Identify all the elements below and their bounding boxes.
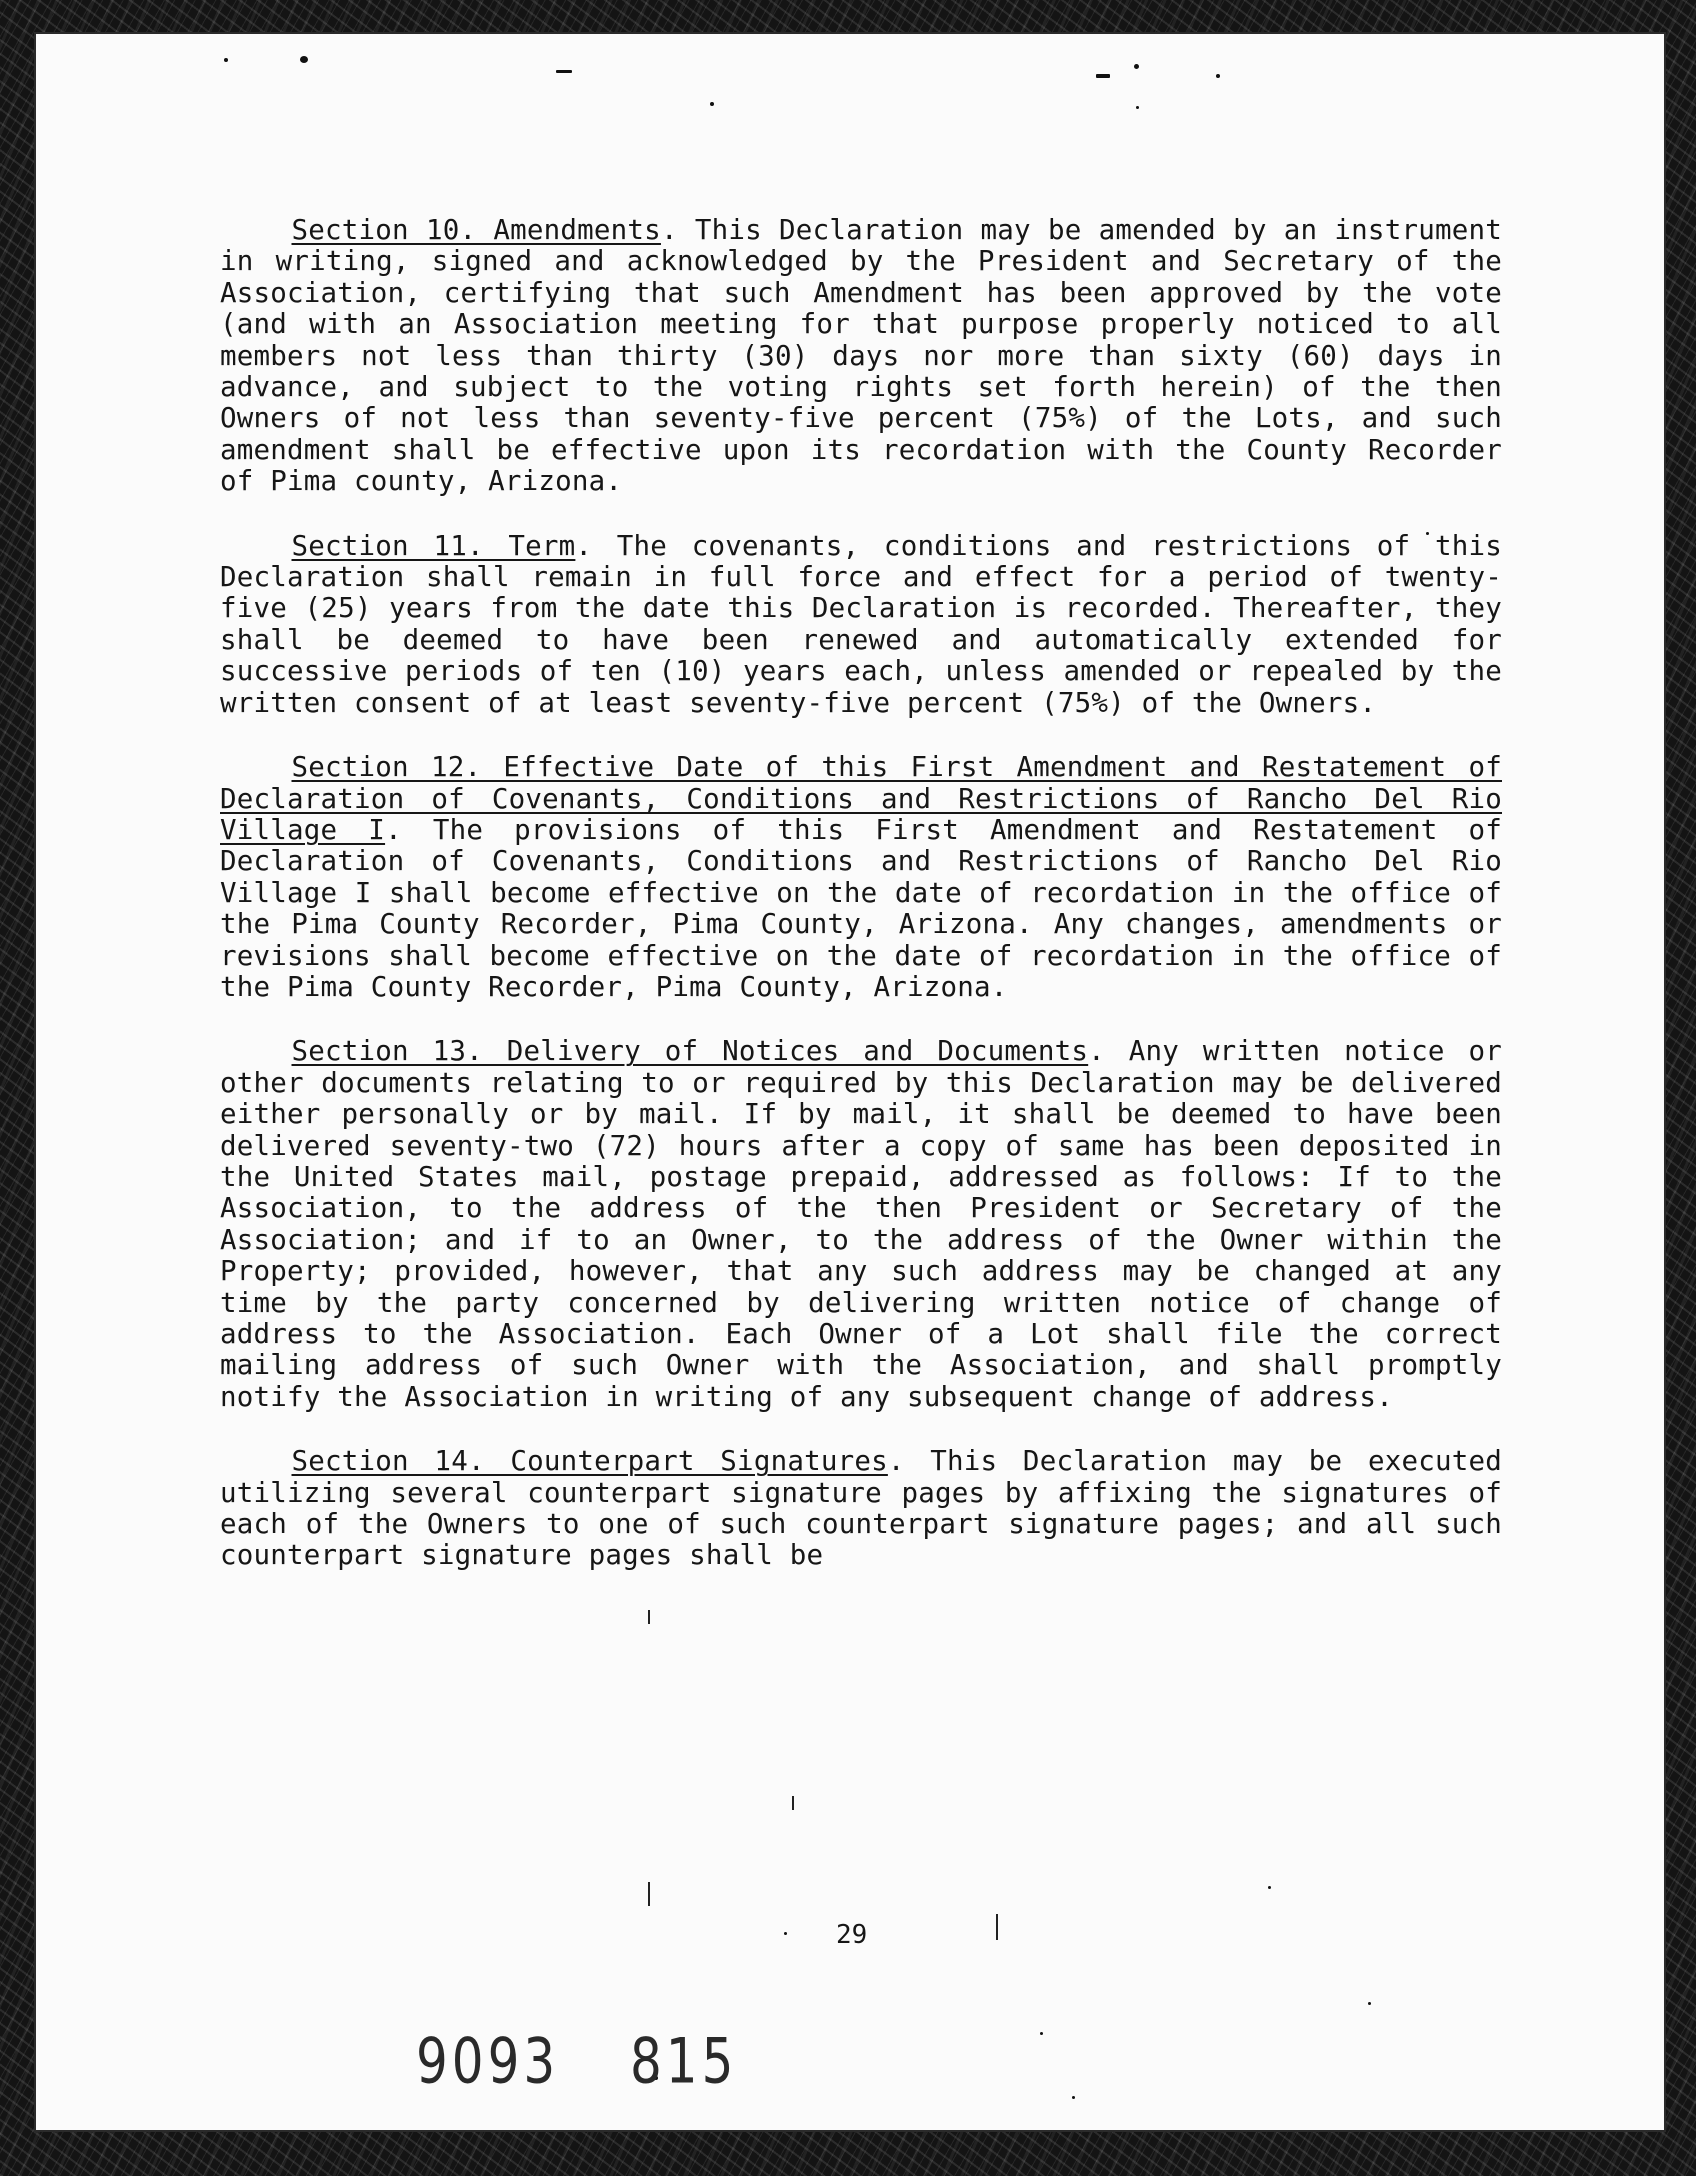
scan-mark — [792, 1796, 794, 1810]
scan-speck — [1136, 106, 1139, 109]
section-paragraph — [220, 215, 1502, 498]
document-body — [220, 215, 1502, 1605]
section-11 — [220, 531, 1502, 719]
section-text: . This Declaration may be executed utilizing several counterpart signature pages by affixing the signatures of each of the Owners to one of such counterpart signature pages; and all such counterpart signature pages shall be — [220, 1445, 1503, 1572]
recording-docket-number: 9093 — [416, 2025, 560, 2098]
section-paragraph — [220, 1036, 1502, 1413]
section-14 — [220, 1446, 1502, 1572]
section-heading: Section 12. Effective Date of this First Amendment and Restatement of Declaration of Covenants, Conditions and Restrictions of Rancho Del Rio Village I — [220, 751, 1502, 846]
section-paragraph — [220, 1446, 1502, 1572]
section-text: . Any written notice or other documents relating to or required by this Declaration may be delivered either personally or by mail. If by mail, it shall be deemed to have been delivered seventy-two (72) hours after a copy of same has been deposited in the United States mail, postage prepaid, addressed as follows: If to the Association, to the address of the then President or Secretary of the Association; and if to an Owner, to the address of the Owner within the Property; provided, however, that any such address may be changed at any time by the party concerned by delivering written notice of change of address to the Association. Each Owner of a Lot shall file the correct mailing address of such Owner with the Association, and shall promptly notify the Association in writing of any subsequent change of address. — [220, 1035, 1502, 1413]
section-13 — [220, 1036, 1502, 1413]
scan-speck — [1096, 74, 1110, 78]
scan-mark — [648, 1882, 650, 1906]
section-paragraph — [220, 752, 1502, 1003]
section-paragraph — [220, 531, 1502, 719]
section-10 — [220, 215, 1502, 498]
scan-speck — [1134, 64, 1139, 69]
scan-speck — [556, 70, 572, 73]
scan-speck — [1368, 2002, 1371, 2005]
section-heading: Section 10. Amendments — [291, 214, 661, 246]
section-heading: Section 13. Delivery of Notices and Documents — [291, 1035, 1089, 1068]
scan-speck — [1216, 74, 1220, 78]
section-text: . The covenants, conditions and restrictions of this Declaration shall remain in full force and effect for a period of twenty-five (25) years from the date this Declaration is recorded. Thereafter, they shall be deemed to have been renewed and automatically extended for successive periods of ten (10) years each, unless amended or repealed by the written consent of at least seventy-five percent (75%) of the Owners. — [220, 529, 1502, 719]
page-number: 29 — [836, 1920, 868, 1950]
section-heading: Section 11. Term — [291, 529, 576, 562]
section-text: . This Declaration may be amended by an instrument in writing, signed and acknowledged by the President and Secretary of the Association, certifying that such Amendment has been approved by the vote (and with an Association meeting for that purpose properly noticed to all members not less than thirty (30) days nor more than sixty (60) days in advance, and subject to the voting rights set forth herein) of the then Owners of not less than seventy-five percent (75%) of the Lots, and such amendment shall be effective upon its recordation with the County Recorder of Pima county, Arizona. — [220, 214, 1502, 498]
recording-page-number: 815 — [630, 2025, 738, 2098]
scan-mark — [996, 1914, 998, 1940]
scan-speck — [300, 56, 308, 63]
scan-speck — [784, 1932, 787, 1935]
scan-speck — [1268, 1886, 1271, 1889]
scan-speck — [224, 58, 228, 62]
scan-speck — [1072, 2096, 1075, 2099]
scan-speck — [710, 102, 714, 106]
scan-speck — [1040, 2032, 1043, 2035]
section-heading: Section 14. Counterpart Signatures — [291, 1445, 888, 1478]
section-12 — [220, 752, 1502, 1003]
scan-mark — [648, 1610, 650, 1624]
section-text: . The provisions of this First Amendment and Restatement of Declaration of Covenants, Conditions and Restrictions of Rancho Del Rio Village I shall become effective on the date of recordation in the office of the Pima County Recorder, Pima County, Arizona. Any changes, amendments or revisions shall become effective on the date of recordation in the office of the Pima County Recorder, Pima County, Arizona. — [220, 813, 1502, 1003]
